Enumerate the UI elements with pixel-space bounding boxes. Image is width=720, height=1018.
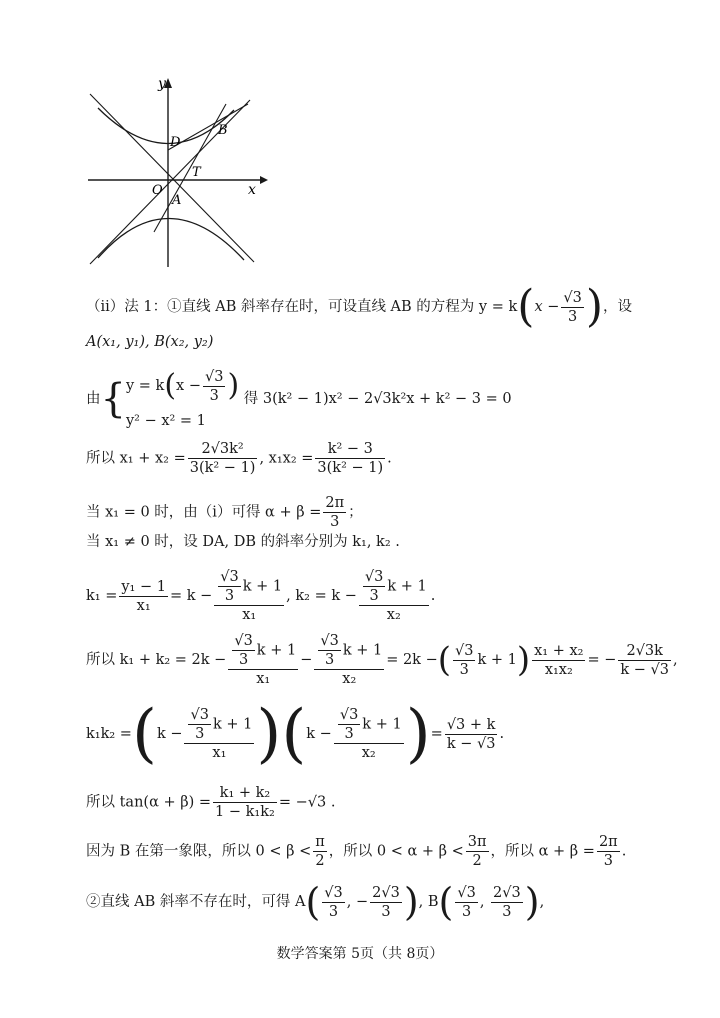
line-2: A(x₁, y₁), B(x₂, y₂): [86, 334, 214, 350]
line-10: 所以 tan(α + β) = $\frac{\text{k₁ + k₂}}{\text{1 − k₁k₂}}$ = −√3 .: [86, 785, 336, 820]
hyperbola-figure: [84, 72, 270, 272]
label-D: D: [170, 135, 181, 150]
line-4: 所以 x₁ + x₂ = $\frac{\text{2√3k²}}{\text{3(k² − 1)}}$ , x₁x₂ = $\frac{\text{k² − 3}}{\text{3(k² − 1)}}$ .: [86, 441, 392, 476]
label-A: A: [172, 193, 182, 208]
label-y: y: [158, 76, 166, 92]
line-9: k₁k₂ =(k − $\frac{√3}{3}$ k + 1 x₁ )(k − $\frac{√3}{3}$ k + 1 x₂ )= $\frac{√3 + k}{k - √3}$ .: [86, 697, 505, 771]
text-l1-suffix: ，设: [603, 299, 633, 315]
text-l7-a: k₁ =: [86, 588, 118, 604]
text-l1-prefix: （ⅱ）法 1：①直线 AB 斜率存在时，可设直线 AB 的方程为 y = k: [86, 299, 518, 315]
line-5: [86, 494, 363, 531]
paren-close: ): [585, 281, 604, 332]
text-l7-e: , k₂ = k −: [286, 588, 357, 604]
text-l10-suffix: = −√3 .: [278, 794, 336, 811]
text-l5-suffix: ；: [348, 504, 363, 521]
label-O: O: [152, 183, 163, 198]
paren-open: (: [517, 281, 535, 332]
line-8: 所以 k₁ + k₂ = 2k − $\frac{√3}{3}$ k + 1 x₁ − $\frac{√3}{3}$ k + 1 x₂ = 2k −( $\frac{√3}{3}$ k + 1) $\frac{\text{x₁ + x₂}}{\text{x₁x₂}}$ = − $\frac{2√3k}{k - √3}$ ,: [86, 633, 678, 687]
var-x: x: [534, 299, 543, 315]
brace: {: [100, 376, 126, 422]
text-row2: y² − x² = 1: [125, 413, 206, 429]
text-l3-mid: 得 3(k² − 1)x² − 2√3k²x + k² − 3 = 0: [243, 391, 512, 407]
frac-2pi-3: $\frac{2\pi}{3}$: [325, 495, 345, 530]
line-12: ②直线 AB 斜率不存在时，可得 A( $\frac{√3}{3}$ , − $\frac{2√3}{3}$ ), B( $\frac{√3}{3}$ , $\frac{2√3}{3}$ ),: [86, 880, 545, 924]
text-l9-a: k₁k₂ =: [86, 726, 132, 742]
line-6: 当 x₁ ≠ 0 时，设 DA, DB 的斜率分别为 k₁, k₂ .: [86, 534, 400, 550]
line-11: 因为 B 在第一象限，所以 0 < β < $\frac{\pi}{2}$ ，所以 0 < α + β < $\frac{3\pi}{2}$ ，所以 α + β = $\frac{2\pi}{3}$ .: [86, 834, 627, 869]
frac-sqrt3-3: $\frac{√3}{3}$: [563, 289, 582, 325]
frac-product: $\frac{\text{k² − 3}}{\text{3(k² − 1)}}$: [317, 441, 384, 476]
text-row1: y = k: [125, 378, 165, 394]
line-3: [86, 364, 512, 434]
label-B: B: [218, 123, 228, 138]
text-l5-prefix: 当 x₁ = 0 时，由（ⅰ）可得 α + β =: [86, 504, 322, 521]
text-l4-mid: , x₁x₂ =: [259, 450, 314, 467]
text-l8-a: k₁ + k₂ = 2k −: [119, 652, 227, 668]
text-l7-c: = k −: [169, 588, 213, 604]
page-footer: 数学答案第 5页（共 8页）: [276, 946, 444, 962]
text-l4-prefix: 所以 x₁ + x₂ =: [86, 450, 186, 467]
text-l10-prefix: 所以 tan(α + β) =: [86, 794, 212, 811]
text-l3-prefix: 由: [86, 391, 101, 407]
text-l8-prefix: 所以: [86, 652, 115, 668]
line-1: （ⅱ）法 1：①直线 AB 斜率存在时，可设直线 AB 的方程为 y = k(x − $\frac{√3}{3}$ )，设: [86, 281, 633, 332]
frac-sum: $\frac{\text{2√3k²}}{\text{3(k² − 1)}}$: [189, 441, 256, 476]
label-T: T: [192, 165, 201, 180]
line-7: k₁ = $\frac{\text{y₁ − 1}}{\text{x₁}}$ = k − $\frac{√3}{3}$ k + 1 x₁ , k₂ = k − $\frac{√3}{3}$ k + 1 x₂ .: [86, 569, 436, 623]
equation-system: y = k(x − $\frac{√3}{3}$ ) y² − x² = 1: [126, 364, 239, 434]
label-x: x: [248, 182, 256, 198]
